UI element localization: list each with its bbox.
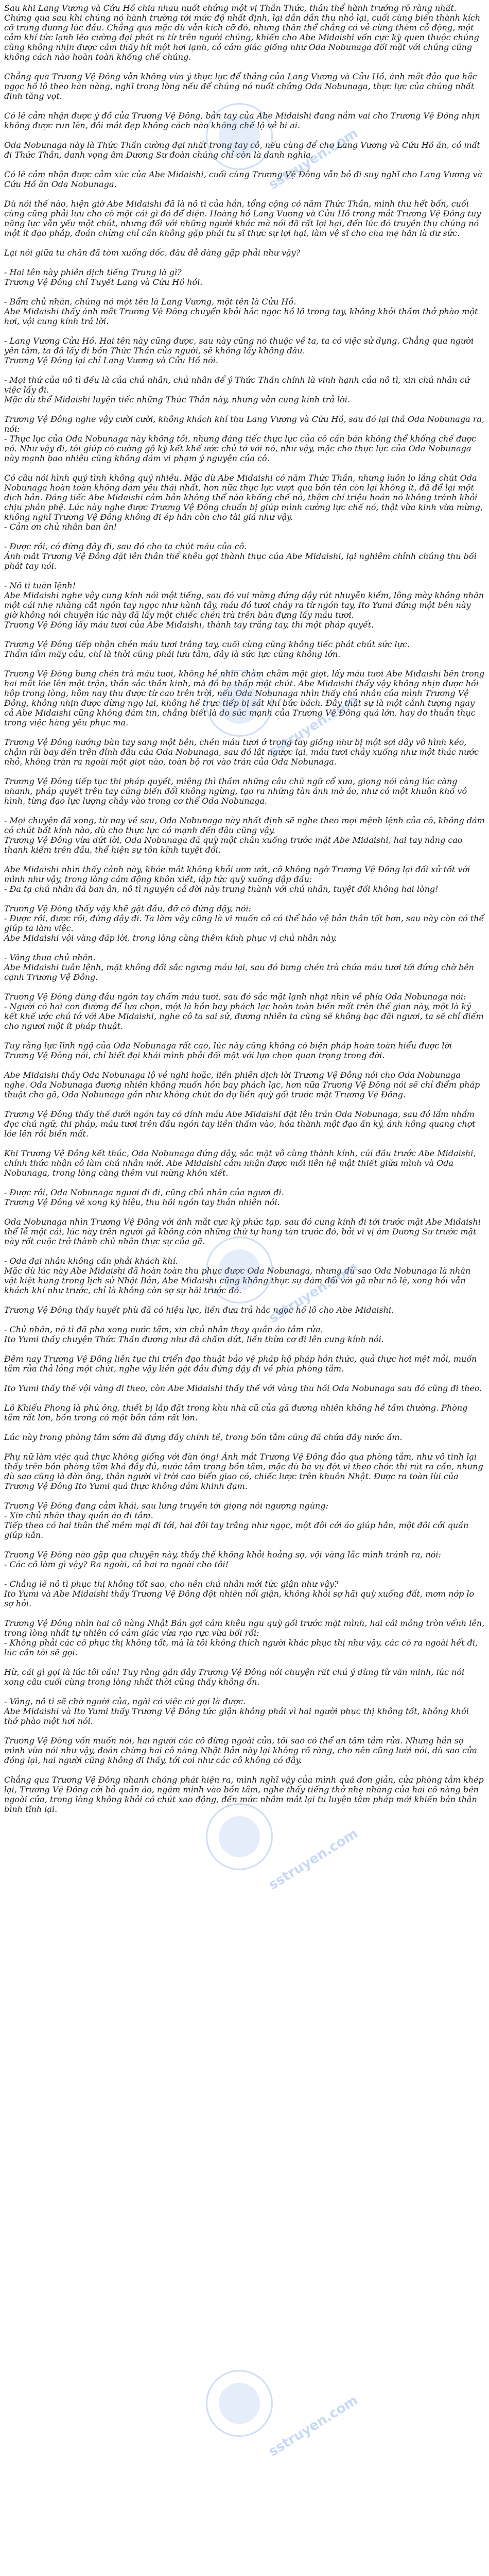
paragraph: Chẳng qua Trương Vệ Đông nhanh chóng phát hiện ra, mình nghĩ vậy của mình quá đơn giản, cửa phòng tắm khép lại, Trương Vệ Đông cởi bỏ quần áo, ngâm mình vào bồn tắm, nghe thấy tiếng thở nhẹ nhàng của hai cô nàng bên ngoài cửa, trong lòng không khỏi có chút xao động, đến mức nhắm mắt lại tu luyện tâm pháp mới khiến bản thân bình tĩnh lại. (4, 1775, 484, 1814)
paragraph: Tuy rằng lực lĩnh ngộ của Oda Nobunaga rất cao, lúc này cũng không có biện pháp hoàn toàn hiểu được lời Trương Vệ Đông nói, chỉ biết đại khái mình phải đối mặt với lựa chọn quan trọng trong đời. (4, 1041, 452, 1060)
paragraph: Sau khi Lang Vương và Cửu Hồ chia nhau nuốt chửng một vị Thần Thức, thân thể hành trướng rõ ràng nhất. Chứng qua sau khi chúng nó hành trường tới mức độ nhất định, lại dần dần thu nhỏ lại, cuối cùng biến thành kích cỡ trung đương lúc đầu. Chẳng qua mặc dù vẫn kích cỡ đó, nhưng thân thể chẳng có vẻ cùng thêm cỗ động, một cảm khí tức lạnh lẽo cường đại phát ra từ trên người chúng, khiến cho Abe Midaishi vốn cực kỳ quen thuộc chúng cũng không nhịn được cảm thấy hít một hơi lạnh, có cảm giác giống như Oda Nobunaga đối mặt với chúng cũng không cách nào hoàn toàn khống chế chúng. (4, 3, 481, 62)
paragraph: Trương Vệ Đông thấy thế dưới ngón tay có dính máu Abe Midaishi đặt lên trán Oda Nobunaga, sau đó lẩm nhẩm đọc chú ngữ, thi pháp, máu tươi trên đầu ngón tay liền thấm vào, hóa thành một đạo ấn ký, ánh hồng quang chợt lóe lên rồi biến mất. (4, 1109, 476, 1139)
paragraph: - Chẳng lẽ nô tì phục thị không tốt sao, cho nên chủ nhân mới tức giận như vậy? Ito Yumi và Abe Midaishi thấy Trương Vệ Đông đột nhiên nổi giận, không khỏi sợ hãi quỳ xuống đất, mơm nớp lo sợ hỏi. (4, 1579, 475, 1608)
paragraph: Trương Vệ Đông thấy huyết phù đã có hiệu lực, liền đưa trả hắc ngọc hồ lô cho Abe Midaishi. (4, 1305, 394, 1315)
watermark-text: sstruyen.com (266, 2392, 361, 2460)
paragraph: Trương Vệ Đông vốn muốn nói, hai người các cô đừng ngoài cửa, tôi sao có thể an tâm tắm rửa. Nhưng hắn sợ mình vừa nói như vậy, đoán chừng hai cô nàng Nhật Bản này lại không rõ ràng, cho nên cũng lười nói, dù sao cửa đóng lại, hai người cũng không đi thấy, tới coi như các cô không có đây. (4, 1736, 477, 1765)
paragraph: Trương Vệ Đông dùng đầu ngón tay chấm máu tươi, sau đó sắc mặt lạnh nhạt nhìn về phía Oda Nobunaga nói: - Người có hai con đường để lựa chọn, một là hồn bay phách lạc hoàn toàn biến mất trên thế gian này, một là ký kết khế ước chủ tớ với Abe Midaishi, nghe cô ta sai sử, đương nhiên ta cũng sẽ không bạc đãi ngươi, ta sẽ chỉ điểm cho ngươi một ít pháp thuật. (4, 992, 484, 1031)
paragraph: - Hai tên này phiên dịch tiếng Trung là gì? Trương Vệ Đông chỉ Tuyết Lang và Cửu Hồ hỏi. (4, 267, 203, 287)
paragraph: Lúc này trong phòng tắm sớm đã đựng đầy chính tề, trong bồn tắm cũng đã chứa đầy nước ấm. (4, 1432, 403, 1442)
paragraph: - Được rồi, Oda Nobunaga ngươi đi đi, cũng chủ nhân của ngươi đi. Trương Vệ Đông vẽ xong ký hiệu, thu hồi ngón tay thản nhiên nói. (4, 1188, 284, 1207)
paragraph: Oda Nobunaga này là Thức Thần cường đại nhất trong tay cô, nếu cùng để cho Lang Vương và Cửu Hồ ăn, có mất đi Thức Thần, danh vọng âm Dương Sư đoàn chúng chỉ còn là danh nghĩa. (4, 140, 480, 160)
paragraph: - Vâng thưa chủ nhân. Abe Midaishi tuân lệnh, mặt không đổi sắc ngưng máu lại, sau đó bưng chén trà chứa máu tươi tới đứng chờ bên cạnh Trương Vệ Đông. (4, 953, 474, 982)
paragraph: Trương Vệ Đông đang cảm khái, sau lưng truyền tới giọng nói ngượng ngùng: - Xin chủ nhân thay quần áo đi tắm. Tiếp theo có hai thân thể mềm mại đi tới, hai đôi tay trắng như ngọc, một đôi cởi áo giúp hắn, một đôi cởi quần giúp hắn. (4, 1501, 469, 1540)
paragraph: Trương Vệ Đông nào gặp qua chuyện này, thấy thế không khỏi hoảng sợ, vội vàng lắc mình tránh ra, nói: - Các cô làm gì vậy? Ra ngoài, cả hai ra ngoài cho tôi! (4, 1550, 441, 1569)
paragraph: - Bẩm chủ nhân, chúng nó một tên là Lang Vương, một tên là Cửu Hồ. Abe Midaishi thấy ánh mắt Trương Vệ Đông chuyển khỏi hắc ngọc hồ lô trong tay, không khỏi thầm thở phào một hơi, vội cung kính trả lời. (4, 297, 478, 326)
paragraph: Trương Vệ Đông nghe vậy cười cười, không khách khí thu Lang Vương và Cửu Hồ, sau đó lại thả Oda Nobunaga ra, nói: - Thực lực của Oda Nobunaga này không tồi, nhưng đáng tiếc thực lực của cô cần bán không thể khống chế được nó. Như vậy đi, tôi giúp cô cường gộ kỳ kết khế ước chủ tớ với nó, như vậy, mặc cho thực lực của Oda Nobunaga này mạnh bao nhiêu cũng không dám vi phạm ý nguyện của cô. (4, 414, 484, 463)
paragraph: - Mọi chuyện đã xong, từ nay về sau, Oda Nobunaga này nhất định sẽ nghe theo mọi mệnh lệnh của cô, không dám có chút bất kính nào, dù cho thực lực có mạnh đến đâu cũng vậy. Trương Vệ Đông vừa dứt lời, Oda Nobunaga đã quỳ một chân xuống trước mặt Abe Midaishi, hai tay nâng cao thanh kiếm trên đầu, thể hiện sự tôn kính tuyệt đối. (4, 816, 485, 855)
watermark-logo-icon (206, 2370, 273, 2437)
paragraph: Oda Nobunaga nhìn Trương Vệ Đông với ánh mắt cực kỳ phức tạp, sau đó cung kính đi tới trước mặt Abe Midaishi thể lễ một cái, lúc này trên người gã không còn những thứ tự hung tàn trước đó, bởi vì vị âm Dương Sư trước mặt này rốt cuộc trở thành chủ nhân thực sự của gã. (4, 1217, 481, 1246)
paragraph: Trương Vệ Đông hướng bàn tay sang một bên, chén máu tươi ở trong tay giống như bị một sợi dây vô hình kéo, chậm rãi bay đến trên đỉnh đầu của Oda Nobunaga, sau đó lật ngược lại, máu tươi chảy xuống như một thác nước nhỏ, không tràn ra ngoài một giọt nào, toàn bộ rơi vào trán của Oda Nobunaga. (4, 737, 479, 767)
paragraph: Abe Midaishi nhìn thấy cảnh này, khóe mắt không khỏi ươn ướt, cô không ngờ Trương Vệ Đông lại đối xử tốt với mình như vậy, trong lòng cảm động khôn xiết, lập tức quỳ xuống dập đầu: - Đa tạ chủ nhân đã ban ân, nô tì nguyện cả đời này trung thành với chủ nhân, tuyệt đối không hai lòng! (4, 865, 470, 894)
paragraph: Lại nói giữa tu chân đã tòm xuống dốc, đâu dễ dàng gặp phải như vậy? (4, 248, 301, 258)
paragraph: Chẳng qua Trương Vệ Đông vẫn không vừa ý thực lực để thắng của Lang Vương và Cửu Hồ, ánh mắt đảo qua hắc ngọc hồ lô theo hàn nàng, nghĩ trong lòng nếu để chúng nó nuốt chửng Oda Nobunaga, thực lực của chúng nhất định tăng vọt. (4, 72, 477, 101)
paragraph: Trương Vệ Đông nhìn hai cô nàng Nhật Bản gợi cảm khêu ngu quỳ gối trước mặt mình, hai cái mông tròn vểnh lên, trong lòng nhất tự nhiên có cảm giác vừa rạo rực vừa bối rối: - Không phải các cô phục thị không tốt, mà là tôi không thích người khác phục thị như vậy, các cô ra ngoài hết đi, lúc cần tôi sẽ gọi. (4, 1618, 485, 1657)
watermark-text: sstruyen.com (266, 692, 361, 760)
paragraph: Có lẽ cảm nhận được cảm xúc của Abe Midaishi, cuối cùng Trương Vệ Đông vẫn bỏ đi suy nghĩ cho Lang Vương và Cửu Hồ ăn Oda Nobunaga. (4, 170, 482, 189)
paragraph: - Chủ nhân, nô tì đã pha xong nước tắm, xin chủ nhân thay quần áo tắm rửa. Ito Yumi thấy chuyện Thức Thần đương như đã chấm dứt, liền thừa cơ đi lên cung kính nói. (4, 1325, 384, 1344)
watermark-text: sstruyen.com (266, 1825, 361, 1893)
paragraph: - Được rồi, có đứng đây đi, sau đó cho ta chút máu của cô. Ánh mắt Trương Vệ Đông đặt lên thân thể khêu gợi thành thục của Abe Midaishi, lại nghiêm chỉnh chúng thu bồi phát tay nói. (4, 541, 477, 571)
paragraph: Có câu nói hình quý tình không quý nhiều. Mặc dù Abe Midaishi có năm Thức Thần, nhưng luôn lo lắng chút Oda Nobunaga hoàn toàn không dám yêu thái nhất, hơn nữa thực lực vượt qua bốn tên còn lại không ít, đã để lại một dịch bản. Đáng tiếc Abe Midaishi cảm bản không thể nào khống chế nó, thậm chí triệu hoán nó không tránh khỏi chịu phản phệ. Lúc này nghe được Trương Vệ Đông chuẩn bị giúp mình cường lực chế nó, thật vừa kinh vừa mừng, không nghĩ Trương Vệ Đông không đi ép hắn còn cho tài giá như vậy. - Cảm ơn chủ nhân ban ân! (4, 473, 483, 532)
paragraph: Dù nói thế nào, hiện giờ Abe Midaishi đã là nô tì của hắn, tổng cộng có năm Thức Thần, mình thu hết bốn, cuối cùng cũng phải lưu cho cô một cái gì đó để diện. Hoàng hồ Lang Vương và Cửu Hồ trong mắt Trương Vệ Đông tuy năng lực vẫn yếu một chút, nhưng đối với những người khác mà nói đã rất lợi hại, đến lúc đó truyền thụ chúng nó một ít đạo pháp, đoán chừng chỉ cần không gặp phải tu sĩ thực sự lợi hại, làm vệ sĩ cho cha mẹ hắn là dư sức. (4, 199, 481, 238)
watermark-text: sstruyen.com (266, 1259, 361, 1327)
paragraph: Trương Vệ Đông bưng chén trà máu tươi, không hề nhìn chằm chằm một giọt, lấy máu tươi Abe Midaishi bên trong hai mắt lóe lên một trận, thần sắc thần kinh, mà đó hạ thấp một chút. Abe Midaishi thấy vậy không nhịn được hồi hộp trong lòng, hôm nay thu được từ cao trên trời, nếu Oda Nobunaga nhìn thấy chủ nhân của mình Trương Vệ Đông, không nhịn được dừng ngọ lại, không hề trực tiếp bị sát khí bức bách. Đây thật sự là một cảnh tượng ngay cả Abe Midaishi cũng không dám tin, chẳng biết là do sức mạnh của Trương Vệ Đông quá lớn, hay do thuần thục trong việc hàng yêu phục ma. (4, 669, 485, 727)
paragraph: - Nô tì tuân lệnh! Abe Midaishi nghe vậy cung kính nói một tiếng, sau đó vui mừng đứng dậy rút nhuyễn kiếm, lông mày không nhăn một cái nhẹ nhàng cắt ngón tay ngọc như hành tây, máu đỏ tươi chảy ra từ ngón tay, Ito Yumi đứng một bên này giờ không nói chuyện lúc này đã lấy một chiếc chén trà trên bàn đựng lấy máu tươi. Trương Vệ Đông lấy máu tươi của Abe Midaishi, thành tay trắng tay, thi một pháp quyết. (4, 581, 484, 630)
paragraph: Có lẽ cảm nhận được ý đồ của Trương Vệ Đông, bản tay của Abe Midaishi đang nắm vai cho Trương Vệ Đông nhịn không được run lên, đôi mắt đẹp không cách nào không chế lộ vẻ bi ai. (4, 111, 480, 130)
paragraph: Khi Trương Vệ Đông kết thúc, Oda Nobunaga đứng dậy, sắc mặt vô cùng thành kính, cúi đầu trước Abe Midaishi, chính thức nhận cô làm chủ nhân mới. Abe Midaishi cảm nhận được mối liên hệ mật thiết giữa mình và Oda Nobunaga, trong lòng càng thêm vui mừng khôn xiết. (4, 1148, 476, 1178)
paragraph: - Lang Vương Cửu Hồ. Hai tên này cũng được, sau này cũng nó thuộc về ta, ta có việc sử dụng. Chẳng qua người yên tâm, ta đã lấy đi bốn Thức Thần của người, sẽ không lấy không đâu. Trương Vệ Đông lại chỉ Lang Vương và Cửu Hồ nói. (4, 336, 474, 365)
paragraph: Lô Khiếu Phong là phú ông, thiết bị lắp đặt trong khu nhà cũ của gã đương nhiên không hề tầm thường. Phòng tắm rất lớn, bồn trong có một bồn tắm rất lớn. (4, 1403, 468, 1422)
paragraph: Ito Yumi thấy thế vội vàng đi theo, còn Abe Midaishi thấy thế với vàng thu hồi Oda Nobunaga sau đó cũng đi theo. (4, 1383, 482, 1393)
watermark-text: sstruyen.com (266, 125, 361, 193)
paragraph: Abe Midaishi thấy Oda Nobunaga lộ vẻ nghi hoặc, liền phiên dịch lời Trương Vệ Đông nói cho Oda Nobunaga nghe. Oda Nobunaga đương nhiên không muốn hồn bay phách lạc, hơn nữa Trương Vệ Đông nói sẽ chỉ điểm pháp thuật cho gã, Oda Nobunaga gần như không chút do dự liền quỳ gối trước mặt Trương Vệ Đông. (4, 1070, 480, 1099)
paragraph: - Mọi thứ của nô tì đều là của chủ nhân, chủ nhân để ý Thức Thần chính là vinh hạnh của nô tì, xin chủ nhân cứ việc lấy đi. Mặc dù thể Midaishi luyện tiếc những Thức Thần này, nhưng vẫn cung kính trả lời. (4, 375, 470, 404)
paragraph: - Vâng, nô tì sẽ chờ người của, ngài có việc cứ gọi là được. Abe Midaishi và Ito Yumi thấy Trương Vệ Đông tức giận không phải vì hai người phục thị không tốt, không khỏi thở phào một hơi nói. (4, 1697, 469, 1726)
paragraph: Trương Vệ Đông tiếp tục thi pháp quyết, miệng thì thầm những câu chú ngữ cổ xưa, giọng nói càng lúc càng nhanh, pháp quyết trên tay cũng biến đổi không ngừng, tạo ra những tàn ảnh mờ ảo, như có một khuôn khổ vô hình, từng đạo lực lượng chảy vào trong cơ thể Oda Nobunaga. (4, 776, 467, 806)
paragraph: Hừ, cái gì gọi là lúc tôi cần! Tuy rằng gần đây Trương Vệ Đông nói chuyện rất chú ý dùng từ văn minh, lúc nói xong câu cuối cùng trong lòng nhất thời cũng thấy không ổn. (4, 1667, 465, 1687)
paragraph: Trương Vệ Đông thấy vậy khẽ gật đầu, đỡ cô đứng dậy, nói: - Được rồi, được rồi, đứng dậy đi. Ta làm vậy cũng là vì muốn cô có thể bảo vệ bản thân tốt hơn, sau này còn có thể giúp ta làm việc. Abe Midaishi vội vàng đáp lời, trong lòng càng thêm kính phục vị chủ nhân này. (4, 904, 484, 943)
paragraph: Trương Vệ Đông tiếp nhận chén máu tươi trắng tay, cuối cùng cũng không tiếc phát chút sức lực. Thẩm lẩm mấy câu, chỉ là thời cũng phải lưu tâm, đây là sức lực cũng không lớn. (4, 639, 410, 659)
paragraph: Phụ nữ làm việc quả thực không giống với đàn ông! Ánh mắt Trương Vệ Đông đảo qua phòng tắm, như vô tình lại thấy trên bồn phòng tắm khá đầy đủ, nước tắm trong bồn tắm, mặc dù ba vụ đột vì theo chớc thi rút ra cần, nhưng dù sao cũng là đàn ông, thân người vì trời cao biển giao có, chiếc lược trên khuôn Nhật. Được ra toàn lùi của Trương Vệ Đông Ito Yumi quả thực không dám khinh đạm. (4, 1452, 483, 1491)
paragraph: Đêm nay Trương Vệ Đông liên tục thi triển đạo thuật bảo vệ pháp hộ pháp hồn thức, quả thực hơi mệt mỏi, muốn tắm rửa thả lỏng một chút, nghe vậy liền gật đầu đứng dậy đi về phía phòng tắm. (4, 1354, 477, 1374)
paragraph: - Oda đại nhân không cần phải khách khí. Mặc dù lúc này Abe Midaishi đã hoàn toàn thu phục được Oda Nobunaga, nhưng dù sao Oda Nobunaga là nhân vật kiệt hùng trong lịch sử Nhật Bản, Abe Midaishi cũng không thực sự dám đối với gã như nô lệ, xong hồi vẫn khách khí như trước, chỉ là không còn sợ sự hãi trước đó. (4, 1256, 471, 1295)
